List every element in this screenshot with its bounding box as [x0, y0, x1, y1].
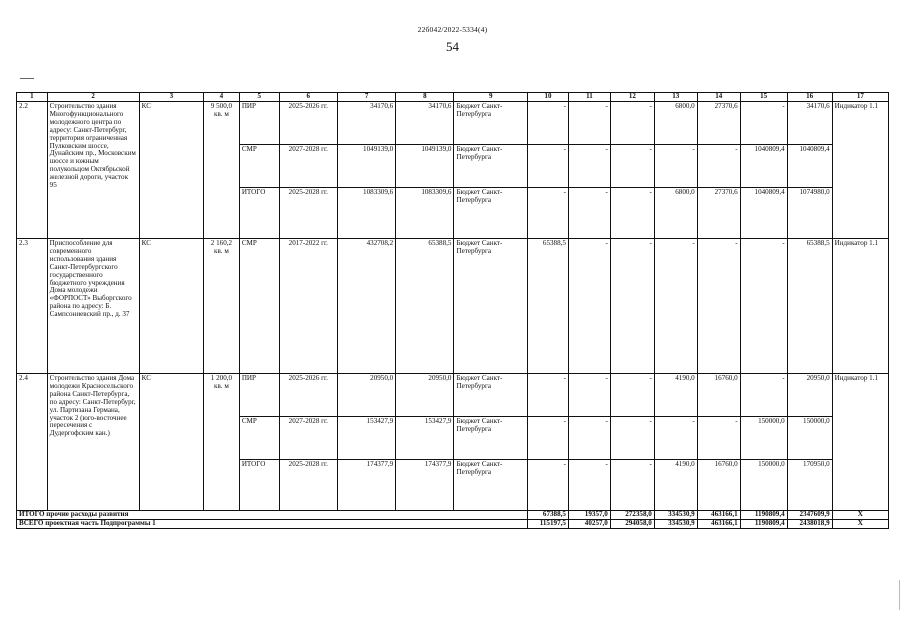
stage-cell: СМР	[239, 238, 279, 373]
year-value-cell: 1074980,0	[787, 187, 832, 238]
funding-cell: 153427,9	[396, 416, 454, 459]
funding-cell: 1083309,6	[396, 187, 454, 238]
total-cost-cell: 432708,2	[337, 238, 395, 373]
project-number: 2.3	[17, 238, 48, 373]
year-value-cell: 150000,0	[740, 416, 787, 459]
column-number: 17	[832, 93, 888, 102]
funding-cell: 20950,0	[396, 373, 454, 416]
total-cost-cell: 153427,9	[337, 416, 395, 459]
column-number: 9	[454, 93, 528, 102]
table-row	[17, 373, 889, 416]
scan-artifact	[20, 78, 34, 79]
stage-cell: ПИР	[239, 101, 279, 144]
total-value: 115197,5	[528, 519, 569, 528]
column-number: 15	[740, 93, 787, 102]
year-value-cell: -	[654, 238, 697, 373]
funding-source-cell: Бюджет Санкт-Петербурга	[454, 187, 528, 238]
funding-source-cell: Бюджет Санкт-Петербурга	[454, 416, 528, 459]
total-value: 334530,9	[654, 510, 697, 519]
column-number: 3	[139, 93, 203, 102]
year-value-cell: 16760,0	[697, 459, 740, 510]
total-row	[17, 519, 889, 528]
year-value-cell: -	[528, 101, 569, 144]
period-cell: 2027-2028 гг.	[279, 416, 337, 459]
year-value-cell: 65388,5	[787, 238, 832, 373]
year-value-cell: -	[568, 144, 610, 187]
funding-source-cell: Бюджет Санкт-Петербурга	[454, 144, 528, 187]
total-value: 2438018,9	[787, 519, 832, 528]
total-value: 463166,1	[697, 519, 740, 528]
year-value-cell: -	[528, 416, 569, 459]
indicator-cell: Индикатор 1.1	[832, 101, 888, 238]
total-value: 2347609,9	[787, 510, 832, 519]
year-value-cell: 34170,6	[787, 101, 832, 144]
year-value-cell: -	[528, 459, 569, 510]
project-name: Приспособление для современного использования здания Санкт-Петербургского государственного бюджетного учреждения Дома молодежи «ФОРПОСТ» Выборгского района по адресу: Б. Сампсониевский пр., д. 37	[47, 238, 139, 373]
project-type: КС	[139, 101, 203, 238]
document-number: 22б042/2022-5334(4)	[417, 25, 488, 34]
total-label: ВСЕГО проектная часть Подпрограммы 1	[17, 519, 528, 528]
year-value-cell: 1040809,4	[787, 144, 832, 187]
year-value-cell: 20950,0	[787, 373, 832, 416]
year-value-cell: -	[568, 187, 610, 238]
year-value-cell: -	[697, 238, 740, 373]
year-value-cell: 170950,0	[787, 459, 832, 510]
year-value-cell: -	[610, 459, 654, 510]
funding-source-cell: Бюджет Санкт-Петербурга	[454, 101, 528, 144]
period-cell: 2017-2022 гг.	[279, 238, 337, 373]
total-cost-cell: 1083309,6	[337, 187, 395, 238]
year-value-cell: -	[568, 101, 610, 144]
project-capacity: 1 200,0 кв. м	[204, 373, 240, 510]
year-value-cell: -	[568, 416, 610, 459]
year-value-cell: 27370,6	[697, 187, 740, 238]
year-value-cell: 150000,0	[787, 416, 832, 459]
total-cost-cell: 20950,0	[337, 373, 395, 416]
funding-cell: 174377,9	[396, 459, 454, 510]
funding-cell: 1049139,0	[396, 144, 454, 187]
project-capacity: 2 160,2 кв. м	[204, 238, 240, 373]
total-value: 19357,0	[568, 510, 610, 519]
total-label: ИТОГО прочие расходы развития	[17, 510, 528, 519]
year-value-cell: -	[528, 373, 569, 416]
year-value-cell: -	[528, 144, 569, 187]
project-number: 2.4	[17, 373, 48, 510]
year-value-cell: 27370,6	[697, 101, 740, 144]
stage-cell: СМР	[239, 416, 279, 459]
column-number: 14	[697, 93, 740, 102]
year-value-cell: -	[568, 238, 610, 373]
year-value-cell: -	[610, 101, 654, 144]
funding-cell: 34170,6	[396, 101, 454, 144]
column-number: 8	[396, 93, 454, 102]
total-value: 334530,9	[654, 519, 697, 528]
year-value-cell: 4190,0	[654, 373, 697, 416]
table-row	[17, 238, 889, 373]
year-value-cell: 6800,0	[654, 187, 697, 238]
column-number: 1	[17, 93, 48, 102]
year-value-cell: 16760,0	[697, 373, 740, 416]
table-row	[17, 101, 889, 144]
year-value-cell: 4190,0	[654, 459, 697, 510]
year-value-cell: 6800,0	[654, 101, 697, 144]
column-number: 13	[654, 93, 697, 102]
year-value-cell: -	[697, 144, 740, 187]
total-value: 272358,0	[610, 510, 654, 519]
year-value-cell: -	[654, 416, 697, 459]
funding-source-cell: Бюджет Санкт-Петербурга	[454, 238, 528, 373]
column-number: 10	[528, 93, 569, 102]
column-number: 12	[610, 93, 654, 102]
stage-cell: ИТОГО	[239, 187, 279, 238]
project-name: Строительство здания Многофункционального молодежного центра по адресу: Санкт-Петербург, территория ограниченная Пулковским шоссе, Дунайским пр., Московским шоссе и южным полукольцом Октябрьской железной дороги, участок 95	[47, 101, 139, 238]
total-value: 40257,0	[568, 519, 610, 528]
funding-source-cell: Бюджет Санкт-Петербурга	[454, 459, 528, 510]
project-capacity: 9 500,0 кв. м	[204, 101, 240, 238]
total-marker: X	[832, 510, 888, 519]
column-number: 5	[239, 93, 279, 102]
total-value: 67388,5	[528, 510, 569, 519]
page-number: 54	[446, 39, 459, 54]
column-number: 11	[568, 93, 610, 102]
project-name: Строительство здания Дома молодежи Красносельского района Санкт-Петербурга, по адресу: Санкт-Петербург, ул. Партизана Германа, участок 2 (юго-восточнее пересечения с Дудергофским кан.)	[47, 373, 139, 510]
column-number: 2	[47, 93, 139, 102]
year-value-cell: -	[610, 238, 654, 373]
year-value-cell: 150000,0	[740, 459, 787, 510]
scan-artifact	[899, 580, 900, 610]
year-value-cell: -	[610, 144, 654, 187]
indicator-cell: Индикатор 1.1	[832, 238, 888, 373]
column-number-row	[17, 93, 889, 102]
period-cell: 2027-2028 гг.	[279, 144, 337, 187]
column-number: 4	[204, 93, 240, 102]
year-value-cell: -	[740, 101, 787, 144]
total-value: 1190809,4	[740, 510, 787, 519]
total-cost-cell: 174377,9	[337, 459, 395, 510]
year-value-cell: -	[610, 187, 654, 238]
column-number: 16	[787, 93, 832, 102]
year-value-cell: -	[568, 459, 610, 510]
year-value-cell: -	[740, 373, 787, 416]
year-value-cell: -	[568, 373, 610, 416]
period-cell: 2025-2028 гг.	[279, 187, 337, 238]
period-cell: 2025-2026 гг.	[279, 373, 337, 416]
total-marker: X	[832, 519, 888, 528]
stage-cell: ИТОГО	[239, 459, 279, 510]
total-value: 463166,1	[697, 510, 740, 519]
stage-cell: СМР	[239, 144, 279, 187]
year-value-cell: -	[697, 416, 740, 459]
year-value-cell: -	[740, 238, 787, 373]
total-cost-cell: 34170,6	[337, 101, 395, 144]
total-row	[17, 510, 889, 519]
total-value: 294058,0	[610, 519, 654, 528]
year-value-cell: -	[610, 416, 654, 459]
column-number: 6	[279, 93, 337, 102]
funding-source-cell: Бюджет Санкт-Петербурга	[454, 373, 528, 416]
program-table	[16, 92, 889, 529]
period-cell: 2025-2028 гг.	[279, 459, 337, 510]
total-value: 1190809,4	[740, 519, 787, 528]
project-number: 2.2	[17, 101, 48, 238]
year-value-cell: -	[610, 373, 654, 416]
indicator-cell: Индикатор 1.1	[832, 373, 888, 510]
year-value-cell: 1040809,4	[740, 187, 787, 238]
project-type: КС	[139, 238, 203, 373]
year-value-cell: 65388,5	[528, 238, 569, 373]
year-value-cell: 1040809,4	[740, 144, 787, 187]
period-cell: 2025-2026 гг.	[279, 101, 337, 144]
stage-cell: ПИР	[239, 373, 279, 416]
column-number: 7	[337, 93, 395, 102]
project-type: КС	[139, 373, 203, 510]
year-value-cell: -	[654, 144, 697, 187]
funding-cell: 65388,5	[396, 238, 454, 373]
total-cost-cell: 1049139,0	[337, 144, 395, 187]
year-value-cell: -	[528, 187, 569, 238]
